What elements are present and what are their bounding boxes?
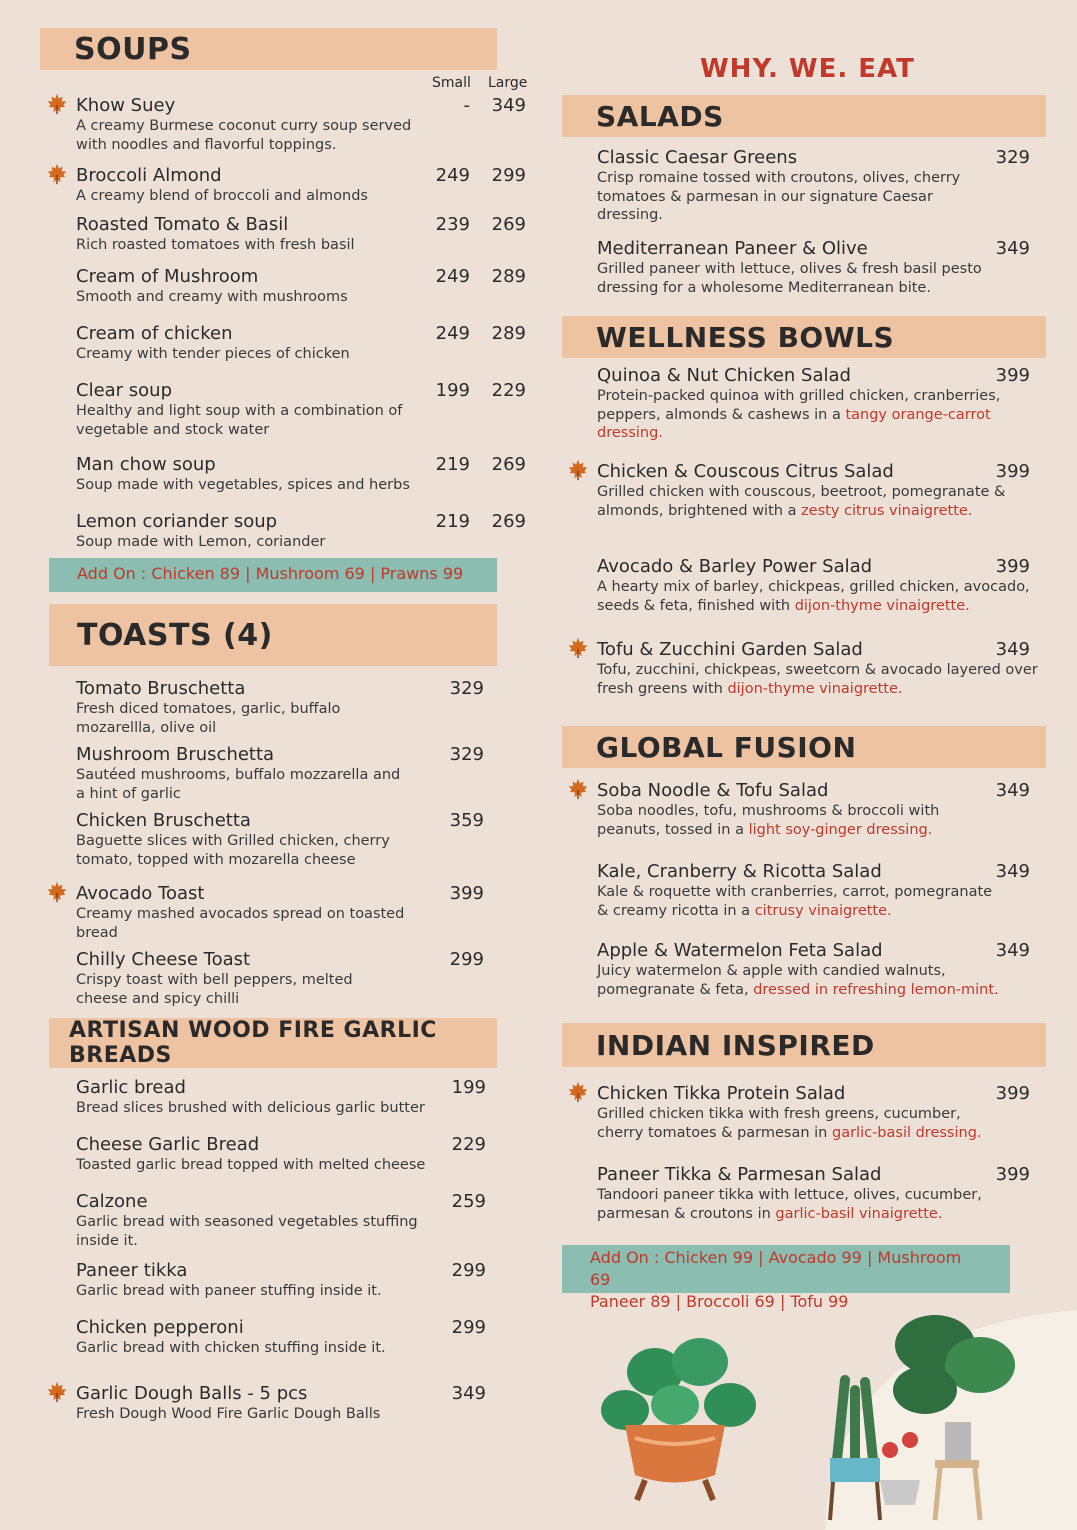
item-description	[76, 1213, 446, 1250]
menu-item	[597, 461, 1047, 520]
item-name: Cheese Garlic Bread	[76, 1134, 260, 1155]
item-description-text: Fresh Dough Wood Fire Garlic Dough Balls	[76, 1406, 381, 1422]
item-dressing: tangy orange-carrot dressing.	[597, 406, 991, 441]
menu-item	[597, 940, 1007, 999]
item-name: Cream of chicken	[76, 323, 233, 344]
item-name: Garlic Dough Balls - 5 pcs	[76, 1383, 308, 1404]
item-description-text: Tofu, zucchini, chickpeas, sweetcorn & avocado layered over fresh greens with	[597, 662, 1038, 697]
item-dressing: garlic-basil vinaigrette.	[775, 1205, 943, 1222]
item-description-text: Baguette slices with Grilled chicken, cherry tomato, topped with mozarella cheese	[76, 833, 390, 868]
garlic-title: ARTISAN WOOD FIRE GARLIC BREADS	[69, 1018, 437, 1068]
item-name: Avocado & Barley Power Salad	[597, 556, 873, 577]
item-description	[597, 260, 992, 297]
item-description	[76, 832, 406, 869]
price: 399	[995, 1164, 1030, 1185]
price: 359	[449, 810, 484, 831]
item-description	[76, 1339, 446, 1358]
item-description-text: Garlic bread with seasoned vegetables stuffing inside it.	[76, 1214, 418, 1249]
item-description-text: A creamy Burmese coconut curry soup served with noodles and flavorful toppings.	[76, 118, 412, 153]
item-description	[76, 117, 426, 154]
soups-addon	[49, 558, 497, 592]
indian-title: INDIAN INSPIRED	[596, 1028, 875, 1062]
item-name: Paneer tikka	[76, 1260, 188, 1281]
menu-item	[76, 1077, 446, 1118]
item-name: Quinoa & Nut Chicken Salad	[597, 365, 851, 386]
menu-item	[597, 861, 1007, 920]
price: 329	[449, 678, 484, 699]
menu-item	[76, 678, 406, 737]
indian-addon	[562, 1245, 1010, 1311]
item-description-text: A hearty mix of barley, chickpeas, grilled chicken, avocado, seeds & feta, finished with	[597, 579, 1030, 614]
maple-leaf-icon	[46, 881, 68, 903]
item-dressing: dijon-thyme vinaigrette.	[794, 597, 970, 614]
menu-item	[76, 380, 426, 439]
item-description-text: Creamy mashed avocados spread on toasted bread	[76, 906, 405, 941]
col-large-label: Large	[488, 75, 528, 91]
item-description-text: Soup made with Lemon, coriander	[76, 534, 326, 550]
global-header	[562, 726, 1046, 768]
item-name: Khow Suey	[76, 95, 176, 116]
item-description-text: Smooth and creamy with mushrooms	[76, 289, 348, 305]
price-small: 239	[435, 214, 470, 235]
price-large: 269	[491, 454, 526, 475]
left-pot-plant	[601, 1338, 756, 1500]
price: 329	[995, 147, 1030, 168]
item-description	[597, 883, 1007, 920]
item-description	[76, 1156, 446, 1175]
item-name: Kale, Cranberry & Ricotta Salad	[597, 861, 882, 882]
menu-item	[597, 1164, 997, 1223]
price: 349	[995, 639, 1030, 660]
price-large: 269	[491, 511, 526, 532]
indian-addon-line2: Paneer 89 | Broccoli 69 | Tofu 99	[590, 1292, 849, 1311]
item-description	[76, 187, 426, 206]
garlic-header	[49, 1018, 497, 1068]
menu-item	[76, 323, 426, 364]
menu-item	[76, 214, 426, 255]
item-name: Mediterranean Paneer & Olive	[597, 238, 868, 259]
menu-item	[76, 511, 426, 552]
price-small: 249	[435, 266, 470, 287]
item-description-text: Soba noodles, tofu, mushrooms & broccoli with peanuts, tossed in a	[597, 803, 940, 838]
price-small: -	[463, 95, 470, 116]
item-description-text: Kale & roquette with cranberries, carrot, pomegranate & creamy ricotta in a	[597, 884, 993, 919]
item-name: Tofu & Zucchini Garden Salad	[597, 639, 863, 660]
price: 399	[449, 883, 484, 904]
item-description	[597, 169, 992, 225]
indian-addon-line1: Add On : Chicken 99 | Avocado 99 | Mushroom 69	[590, 1248, 962, 1289]
brand-name: WHY. WE. EAT	[700, 54, 915, 84]
item-description	[76, 345, 426, 364]
item-dressing: dijon-thyme vinaigrette.	[727, 680, 903, 697]
price: 299	[451, 1260, 486, 1281]
item-description-text: Fresh diced tomatoes, garlic, buffalo mozarellla, olive oil	[76, 701, 341, 736]
item-name: Roasted Tomato & Basil	[76, 214, 289, 235]
menu-item	[76, 744, 406, 803]
price: 349	[451, 1383, 486, 1404]
maple-leaf-icon	[567, 1081, 589, 1103]
item-description	[597, 962, 1007, 999]
menu-item	[597, 365, 1047, 443]
col-small-label: Small	[432, 75, 471, 91]
item-description	[597, 802, 1007, 839]
price-large: 269	[491, 214, 526, 235]
item-name: Chicken & Couscous Citrus Salad	[597, 461, 894, 482]
menu-item	[76, 95, 426, 154]
price: 349	[995, 238, 1030, 259]
menu-item	[597, 780, 1007, 839]
item-description	[76, 236, 426, 255]
item-description	[76, 905, 406, 942]
price: 199	[451, 1077, 486, 1098]
item-description-text: Juicy watermelon & apple with candied walnuts, pomegranate & feta,	[597, 963, 946, 998]
item-name: Lemon coriander soup	[76, 511, 278, 532]
item-description-text: Crisp romaine tossed with croutons, olives, cherry tomatoes & parmesan in our signature Caesar dressing.	[597, 170, 961, 223]
menu-item	[76, 810, 406, 869]
soups-addon-text: Add On : Chicken 89 | Mushroom 69 | Prawns 99	[77, 564, 464, 583]
item-name: Classic Caesar Greens	[597, 147, 798, 168]
item-description-text: Bread slices brushed with delicious garlic butter	[76, 1100, 425, 1116]
item-description	[597, 578, 1047, 615]
item-description-text: Tandoori paneer tikka with lettuce, olives, cucumber, parmesan & croutons in	[597, 1187, 982, 1222]
item-description	[76, 1282, 446, 1301]
price: 349	[995, 940, 1030, 961]
soups-title: SOUPS	[74, 31, 192, 67]
item-description	[597, 661, 1047, 698]
wellness-title: WELLNESS BOWLS	[596, 320, 895, 354]
item-description-text: Sautéed mushrooms, buffalo mozzarella and a hint of garlic	[76, 767, 401, 802]
menu-item	[76, 454, 426, 495]
item-description	[597, 1105, 997, 1142]
item-description-text: Garlic bread with paneer stuffing inside it.	[76, 1283, 382, 1299]
item-dressing: zesty citrus vinaigrette.	[801, 502, 973, 519]
item-description	[76, 1405, 446, 1424]
item-name: Soba Noodle & Tofu Salad	[597, 780, 829, 801]
item-description	[76, 402, 426, 439]
price: 399	[995, 1083, 1030, 1104]
item-name: Paneer Tikka & Parmesan Salad	[597, 1164, 882, 1185]
item-description-text: Soup made with vegetables, spices and herbs	[76, 477, 410, 493]
item-description	[597, 483, 1047, 520]
salads-title: SALADS	[596, 99, 724, 133]
item-dressing: citrusy vinaigrette.	[754, 902, 892, 919]
toasts-header	[49, 604, 497, 666]
item-name: Man chow soup	[76, 454, 216, 475]
menu-item	[76, 883, 406, 942]
item-name: Garlic bread	[76, 1077, 186, 1098]
item-description-text: Protein-packed quinoa with grilled chicken, cranberries, peppers, almonds & cashews in a	[597, 388, 1001, 423]
item-description	[597, 387, 1047, 443]
item-description	[76, 476, 426, 495]
price-small: 219	[435, 454, 470, 475]
price: 399	[995, 365, 1030, 386]
price-small: 249	[435, 165, 470, 186]
item-description	[76, 1099, 446, 1118]
item-name: Chicken Bruschetta	[76, 810, 251, 831]
price: 399	[995, 461, 1030, 482]
menu-item	[76, 1317, 446, 1358]
item-description-text: Toasted garlic bread topped with melted cheese	[76, 1157, 426, 1173]
price-large: 349	[491, 95, 526, 116]
item-description-text: Creamy with tender pieces of chicken	[76, 346, 350, 362]
menu-item	[597, 238, 992, 297]
item-description-text: Healthy and light soup with a combination of vegetable and stock water	[76, 403, 403, 438]
menu-item	[597, 556, 1047, 615]
price-small: 199	[435, 380, 470, 401]
item-description	[76, 971, 406, 1008]
price-large: 289	[491, 266, 526, 287]
global-title: GLOBAL FUSION	[596, 730, 857, 764]
item-description	[597, 1186, 997, 1223]
menu-item	[76, 165, 426, 206]
maple-leaf-icon	[46, 1381, 68, 1403]
item-dressing: dressed in refreshing lemon-mint.	[753, 981, 999, 998]
item-name: Avocado Toast	[76, 883, 205, 904]
menu-item	[597, 147, 992, 225]
item-description-text: Grilled paneer with lettuce, olives & fresh basil pesto dressing for a wholesome Mediterranean bite.	[597, 261, 982, 296]
item-name: Tomato Bruschetta	[76, 678, 246, 699]
maple-leaf-icon	[46, 93, 68, 115]
maple-leaf-icon	[46, 163, 68, 185]
price: 349	[995, 861, 1030, 882]
menu-item	[76, 1260, 446, 1301]
price: 299	[451, 1317, 486, 1338]
item-name: Mushroom Bruschetta	[76, 744, 275, 765]
menu-item	[76, 1383, 446, 1424]
item-description-text: Grilled chicken with couscous, beetroot, pomegranate & almonds, brightened with a	[597, 484, 1006, 519]
price-small: 249	[435, 323, 470, 344]
item-dressing: garlic-basil dressing.	[831, 1124, 982, 1141]
salads-header	[562, 95, 1046, 137]
item-description	[76, 533, 426, 552]
maple-leaf-icon	[567, 778, 589, 800]
item-name: Apple & Watermelon Feta Salad	[597, 940, 883, 961]
price-small: 219	[435, 511, 470, 532]
item-description	[76, 766, 406, 803]
price: 229	[451, 1134, 486, 1155]
toasts-title: TOASTS (4)	[77, 617, 273, 653]
item-name: Chicken pepperoni	[76, 1317, 244, 1338]
price-large: 299	[491, 165, 526, 186]
menu-item	[76, 1134, 446, 1175]
maple-leaf-icon	[567, 459, 589, 481]
item-description-text: Garlic bread with chicken stuffing inside it.	[76, 1340, 386, 1356]
item-name: Clear soup	[76, 380, 173, 401]
price: 299	[449, 949, 484, 970]
menu-item	[76, 949, 406, 1008]
item-description-text: A creamy blend of broccoli and almonds	[76, 188, 368, 204]
item-description	[76, 288, 426, 307]
maple-leaf-icon	[567, 637, 589, 659]
price: 349	[995, 780, 1030, 801]
potted-plant-illustration	[575, 1310, 1077, 1530]
item-name: Chicken Tikka Protein Salad	[597, 1083, 846, 1104]
item-name: Chilly Cheese Toast	[76, 949, 251, 970]
price-large: 229	[491, 380, 526, 401]
item-name: Calzone	[76, 1191, 148, 1212]
menu-item	[76, 1191, 446, 1250]
price: 259	[451, 1191, 486, 1212]
menu-item	[597, 639, 1047, 698]
item-description-text: Crispy toast with bell peppers, melted cheese and spicy chilli	[76, 972, 353, 1007]
indian-header	[562, 1023, 1046, 1067]
price-large: 289	[491, 323, 526, 344]
item-description-text: Rich roasted tomatoes with fresh basil	[76, 237, 355, 253]
item-dressing: light soy-ginger dressing.	[748, 821, 933, 838]
item-description-text: Grilled chicken tikka with fresh greens, cucumber, cherry tomatoes & parmesan in	[597, 1106, 961, 1141]
menu-item	[76, 266, 426, 307]
price: 329	[449, 744, 484, 765]
item-name: Broccoli Almond	[76, 165, 222, 186]
menu-item	[597, 1083, 997, 1142]
item-name: Cream of Mushroom	[76, 266, 259, 287]
item-description	[76, 700, 406, 737]
price: 399	[995, 556, 1030, 577]
wellness-header	[562, 316, 1046, 358]
soups-header	[40, 28, 497, 70]
